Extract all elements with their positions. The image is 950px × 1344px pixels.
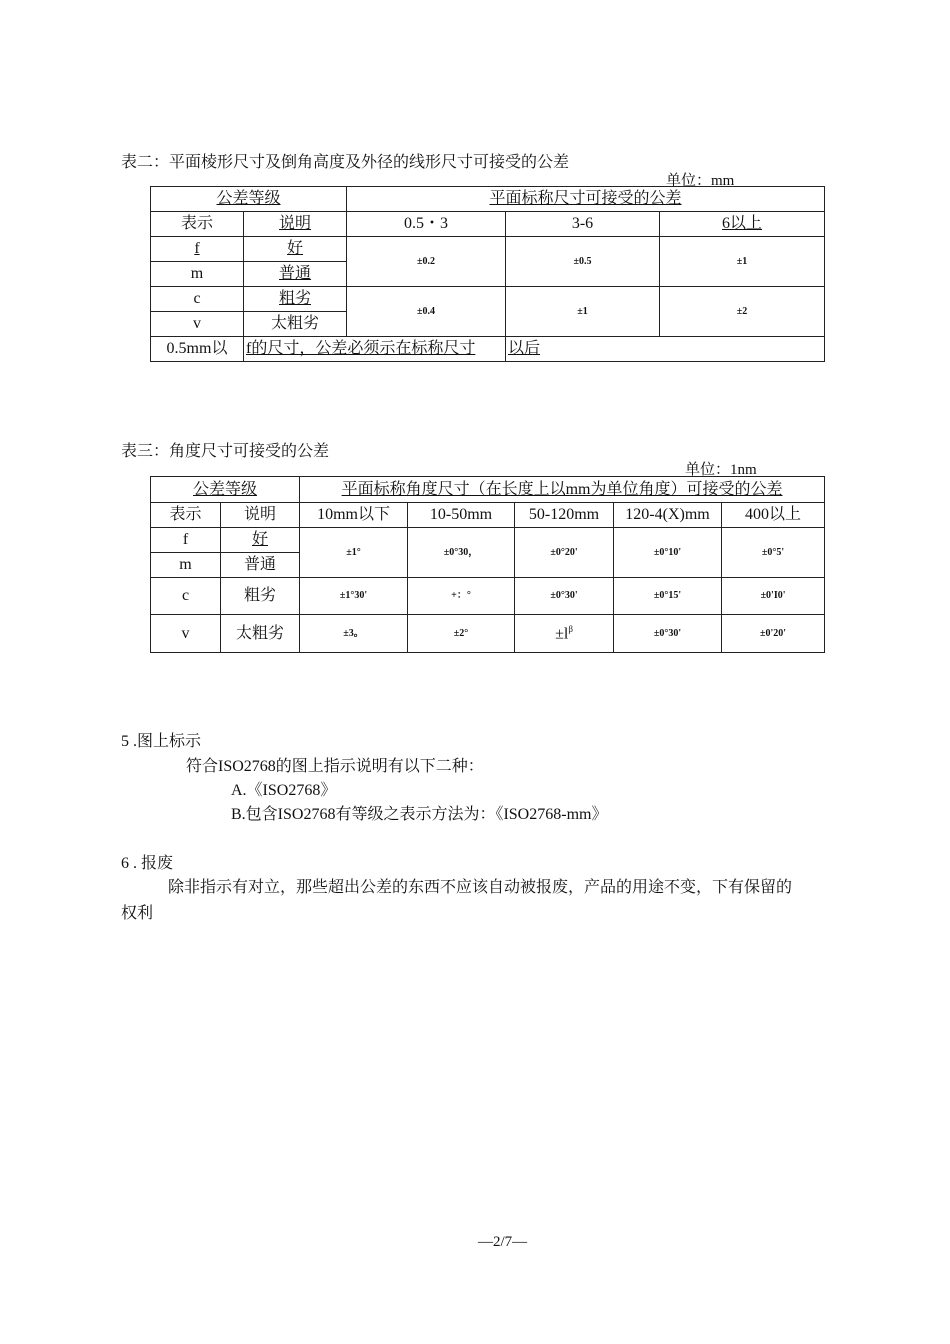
table2-value: ±2 (660, 287, 825, 337)
table2-col-desc: 说明 (244, 212, 347, 237)
section5-option-b: B.包含ISO2768有等级之表示方法为：《ISO2768-mm》 (231, 806, 608, 823)
page-number: —2/7— (478, 1234, 528, 1250)
table2-desc: 好 (244, 237, 347, 262)
section6-paragraph-cont: 权利 (121, 905, 154, 922)
table3-symbol: c (151, 578, 221, 615)
table3-range: 10mm以下 (300, 503, 408, 528)
table3-head-grade: 公差等级 (151, 477, 300, 503)
table2-desc: 太粗劣 (244, 312, 347, 337)
table2-note: 0.5mm以 (151, 337, 244, 362)
table3-col-desc: 说明 (221, 503, 300, 528)
table3-range: 10-50mm (408, 503, 515, 528)
table3-desc: 普通 (221, 553, 300, 578)
table3-col-symbol: 表示 (151, 503, 221, 528)
table2-head-range: 平面标称尺寸可接受的公差 (347, 187, 825, 212)
table2-range: 6以上 (660, 212, 825, 237)
table3-value: ±0°30' (515, 578, 614, 615)
table3-desc: 好 (221, 528, 300, 553)
table3-value: ±0'20' (722, 615, 825, 653)
table3-value-sup: β (568, 623, 573, 634)
section6-paragraph: 除非指示有对立，那些超出公差的东西不应该自动被报废，产品的用途不变，下有保留的 (168, 879, 793, 896)
section6-heading: 6 . 报废 (121, 855, 174, 872)
table3-unit: 单位：1nm (685, 462, 757, 478)
table3-value: ±0°5' (722, 528, 825, 578)
table3-value: ±2° (408, 615, 515, 653)
table2-col-symbol: 表示 (151, 212, 244, 237)
table3-value (515, 615, 614, 653)
table3-value: ±0'I0' (722, 578, 825, 615)
table3-range: 120-4(X)mm (614, 503, 722, 528)
table3-symbol: f (151, 528, 221, 553)
table2-note: 以后 (506, 337, 825, 362)
table2-range: 3-6 (506, 212, 660, 237)
table3-range: 50-120mm (515, 503, 614, 528)
table3-value: ±1°30' (300, 578, 408, 615)
table2-value: ±1 (506, 287, 660, 337)
table3-value: +：° (408, 578, 515, 615)
table3-head-range: 平面标称角度尺寸（在长度上以mm为单位角度）可接受的公差 (300, 477, 825, 503)
table3-range: 400以上 (722, 503, 825, 528)
table2-caption: 表二：平面棱形尺寸及倒角高度及外径的线形尺寸可接受的公差 (121, 154, 570, 171)
table3-desc: 粗劣 (221, 578, 300, 615)
table2-symbol: c (151, 287, 244, 312)
table3 (150, 476, 825, 653)
table3-value-text: ±l (555, 625, 569, 643)
table2-unit: 单位：mm (666, 173, 735, 189)
table2-symbol: m (151, 262, 244, 287)
table2-desc: 粗劣 (244, 287, 347, 312)
table2-value: ±1 (660, 237, 825, 287)
table3-value: ±3。 (300, 615, 408, 653)
section5-option-a: A.《ISO2768》 (231, 782, 337, 799)
table2-symbol: v (151, 312, 244, 337)
table3-value: ±0°30， (408, 528, 515, 578)
table3-symbol: v (151, 615, 221, 653)
table3-desc: 太粗劣 (221, 615, 300, 653)
table3-value: ±0°20' (515, 528, 614, 578)
table3-value: ±0°10' (614, 528, 722, 578)
table2-value: ±0.5 (506, 237, 660, 287)
table2-note: f的尺寸，公差必须示在标称尺寸 (244, 337, 506, 362)
table3-value: ±0°15' (614, 578, 722, 615)
table3-value: ±0°30' (614, 615, 722, 653)
section5-line: 符合ISO2768的图上指示说明有以下二种： (186, 758, 484, 775)
table2-desc: 普通 (244, 262, 347, 287)
table2-symbol: f (151, 237, 244, 262)
section5-heading: 5 .图上标示 (121, 733, 202, 750)
table2 (150, 186, 825, 362)
table3-caption: 表三：角度尺寸可接受的公差 (121, 443, 330, 460)
table2-head-grade: 公差等级 (151, 187, 347, 212)
table2-range: 0.5・3 (347, 212, 506, 237)
table3-value: ±1° (300, 528, 408, 578)
table2-value: ±0.2 (347, 237, 506, 287)
table2-value: ±0.4 (347, 287, 506, 337)
table3-symbol: m (151, 553, 221, 578)
